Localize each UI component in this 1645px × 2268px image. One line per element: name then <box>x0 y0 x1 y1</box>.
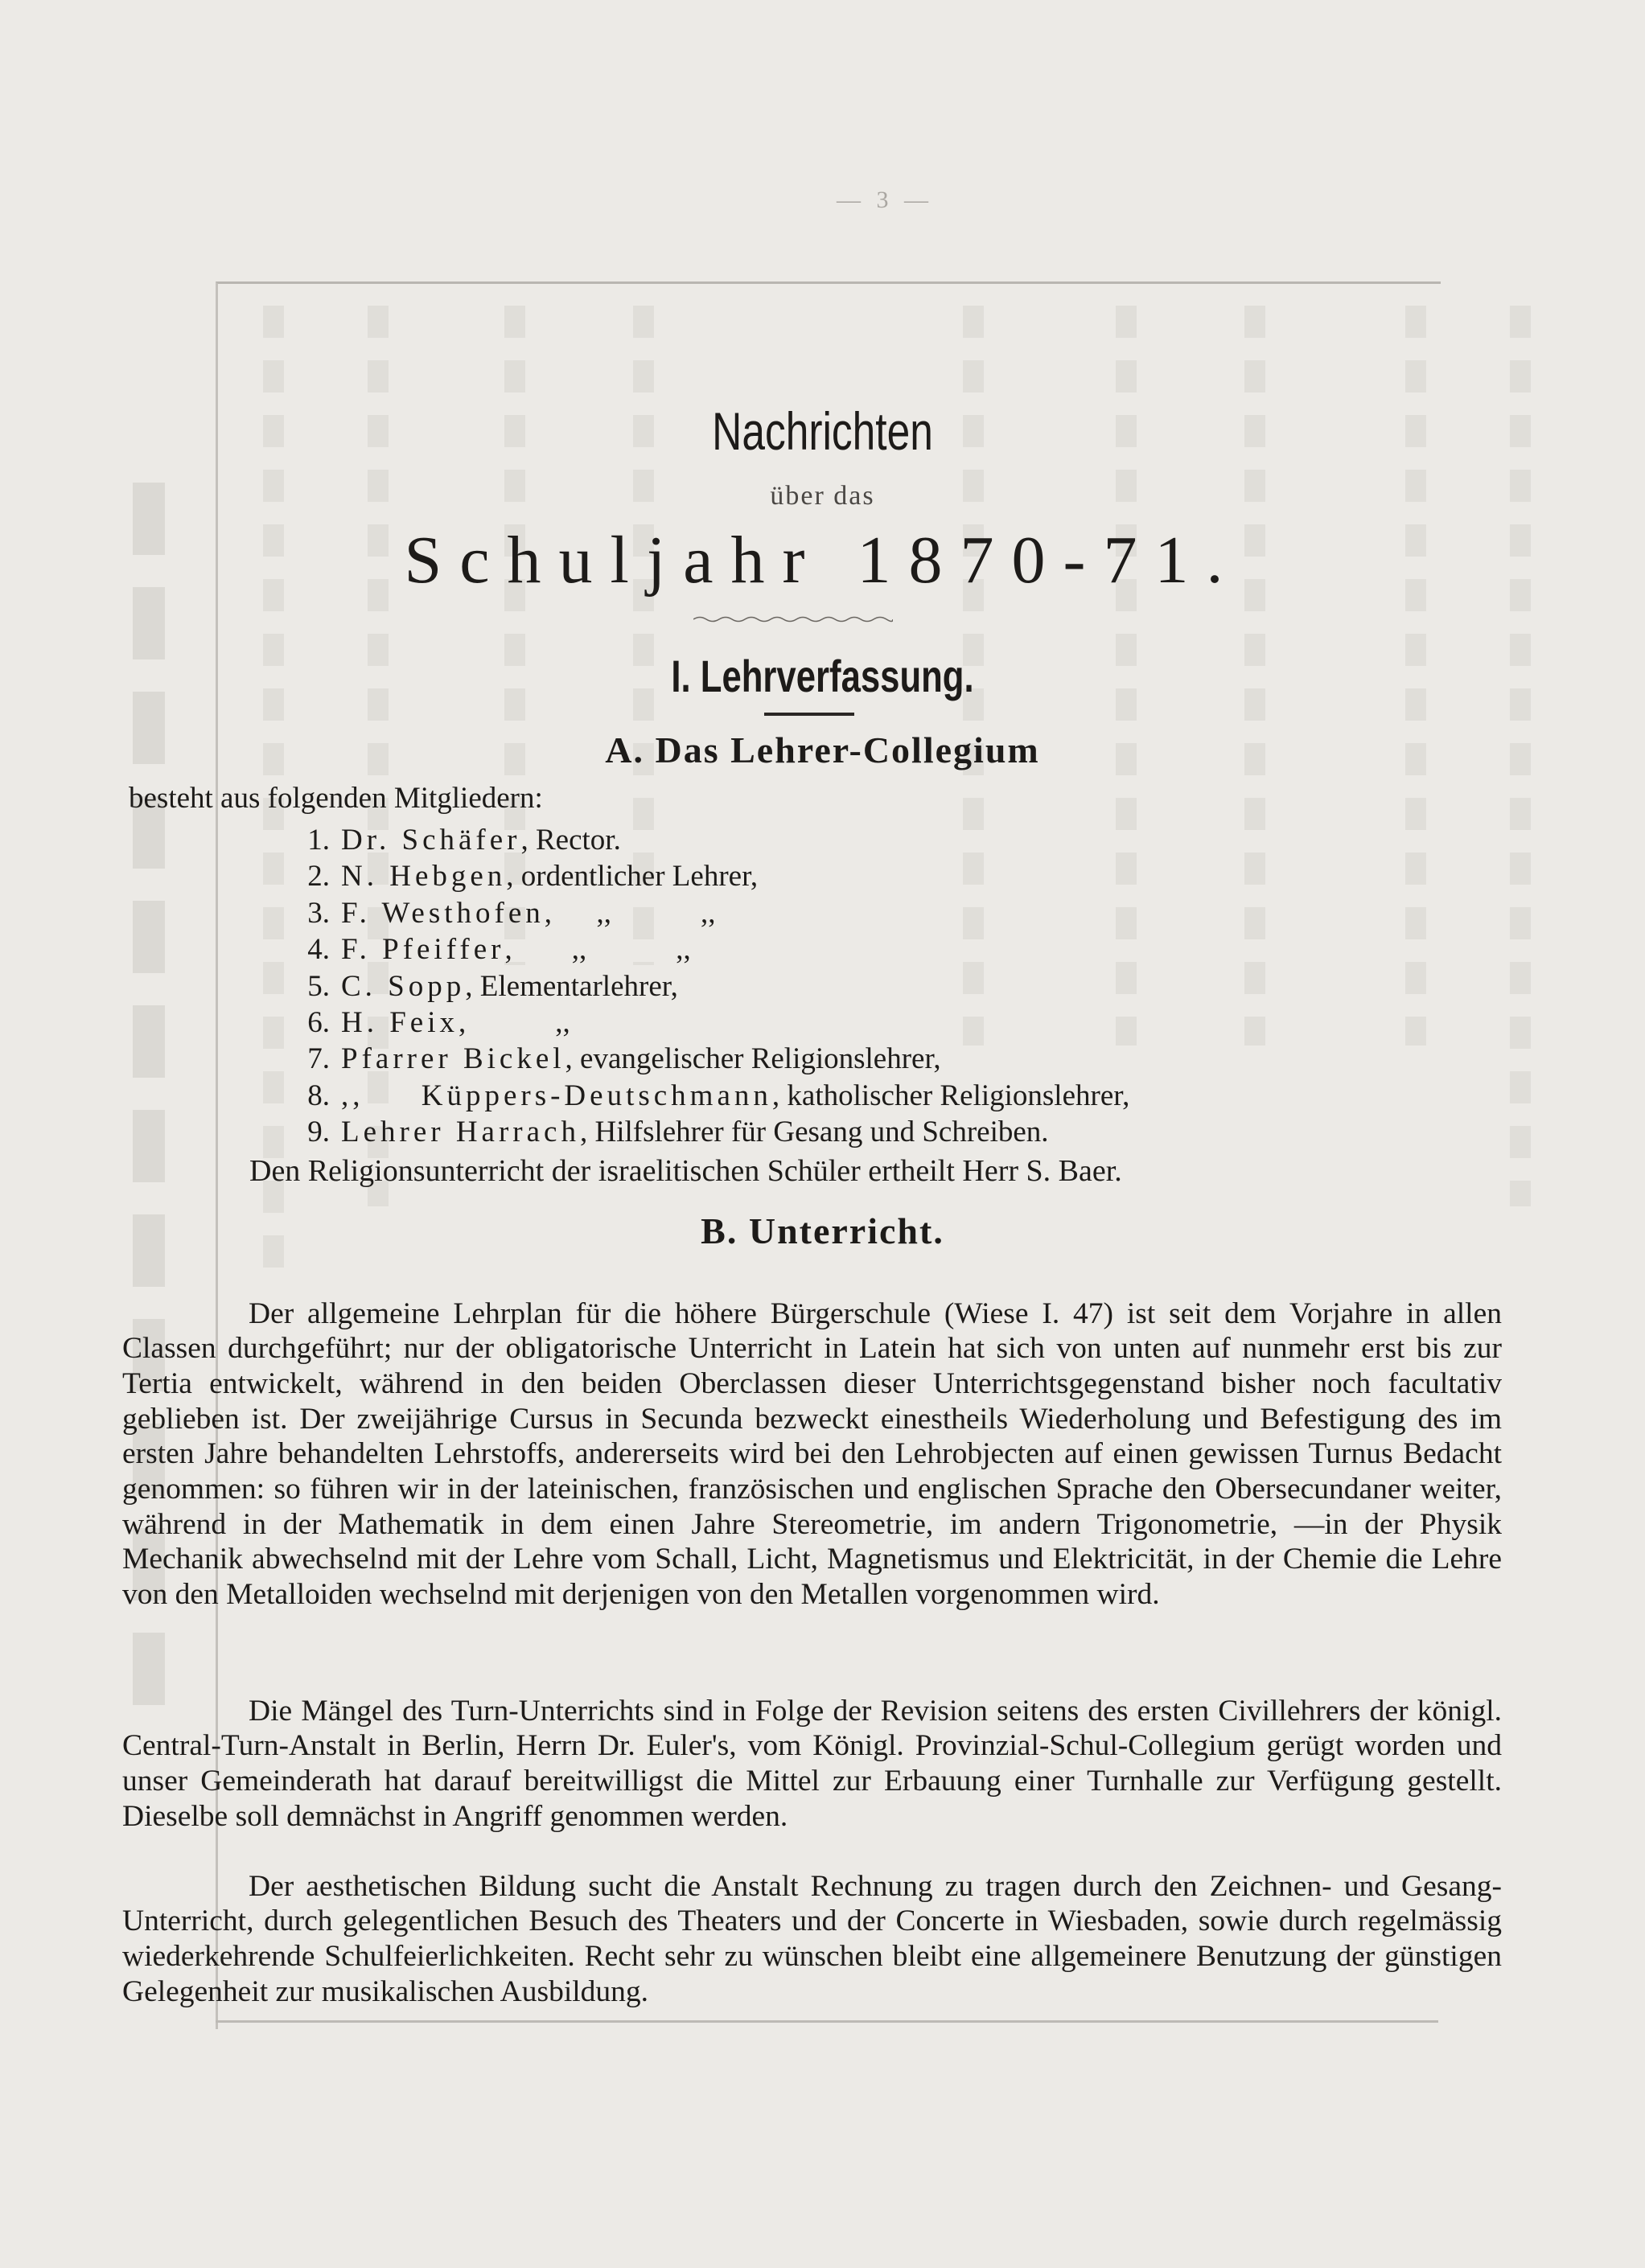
list-item: 4. F. Pfeiffer, ,, ,, <box>307 933 691 967</box>
paragraph-turnunterricht: Die Mängel des Turn-Unterrichts sind in Folge der Revision seitens des ersten Civillehrers der königl. Central-Turn-Anstalt in Berlin, Herrn Dr. Euler's, vom Königl. Provinzial-Schul-Collegium gerügt worden und unser Gemeinderath hat darauf bereitwilligst die Mittel zur Erbauung einer Turnhalle zur Verfügung gestellt. Dieselbe soll demnächst in Angriff genommen werden. <box>122 1694 1502 1833</box>
bottom-rule <box>216 2020 1438 2023</box>
list-item: 1. Dr. Schäfer, Rector. <box>307 824 621 857</box>
page-subtitle: über das <box>770 481 875 511</box>
list-item: 3. F. Westhofen, ,, ,, <box>307 896 716 930</box>
list-item: 9. Lehrer Harrach, Hilfslehrer für Gesang und Schreiben. <box>307 1116 1049 1149</box>
religion-note: Den Religionsunterricht der israelitischen Schüler ertheilt Herr S. Baer. <box>249 1154 1122 1188</box>
list-item: 8. ,, Küppers-Deutschmann, katholischer Religionslehrer, <box>307 1079 1130 1112</box>
list-item: 7. Pfarrer Bickel, evangelischer Religionslehrer, <box>307 1042 941 1076</box>
paragraph-lehrplan: Der allgemeine Lehrplan für die höhere Bürgerschule (Wiese I. 47) ist seit dem Vorjahre in allen Classen durchgeführt; nur der obligatorische Unterricht in Latein hat sich von unten auf nunmehr erst bis zur Tertia entwickelt, während in den beiden Oberclassen dieser Unterrichtsgegenstand bisher noch facultativ geblieben ist. Der zweijährige Cursus in Secunda bezweckt einestheils Wiederholung und Befestigung des im ersten Jahre behandelten Lehrstoffs, andererseits wird bei den Lehrobjecten auf einen gewissen Turnus Bedacht genommen: so führen wir in der lateinischen, französischen und englischen Sprache den Obersecundaner weiter, während in der Mathematik in dem einen Jahre Stereometrie, im andern Trigonometrie, —in der Physik Mechanik abwechselnd mit der Lehre vom Schall, Licht, Magnetismus und Elektricität, in der Chemie die Lehre von den Metalloiden wechselnd mit derjenigen von den Metallen vorgenommen wird. <box>122 1296 1502 1612</box>
page-title: Nachrichten <box>712 401 933 461</box>
heading-rule <box>764 713 854 716</box>
paragraph-bildung: Der aesthetischen Bildung sucht die Anstalt Rechnung zu tragen durch den Zeichnen- und Gesang-Unterricht, durch gelegentlichen Besuch des Theaters und der Concerte in Wiesbaden, sowie durch regelmässig wiederkehrende Schulfeierlichkeiten. Recht sehr zu wünschen bleibt eine allgemeinere Benutzung der günstigen Gelegenheit zur musikalischen Ausbildung. <box>122 1869 1502 2008</box>
subheading-unterricht: B. Unterricht. <box>701 1210 944 1251</box>
members-intro: besteht aus folgenden Mitgliedern: <box>129 782 543 815</box>
list-item: 2. N. Hebgen, ordentlicher Lehrer, <box>307 860 759 894</box>
school-year-heading: Schuljahr 1870-71. <box>404 523 1241 598</box>
teacher-list <box>291 822 1129 1151</box>
list-item: 5. C. Sopp, Elementarlehrer, <box>307 969 678 1003</box>
section-heading-lehrverfassung: I. Lehrverfassung. <box>671 651 974 701</box>
subheading-lehrer-collegium: A. Das Lehrer-Collegium <box>605 729 1040 770</box>
ornamental-divider <box>693 615 893 623</box>
list-item: 6. H. Feix, ,, <box>307 1006 570 1040</box>
page-number: — 3 — <box>837 187 933 213</box>
